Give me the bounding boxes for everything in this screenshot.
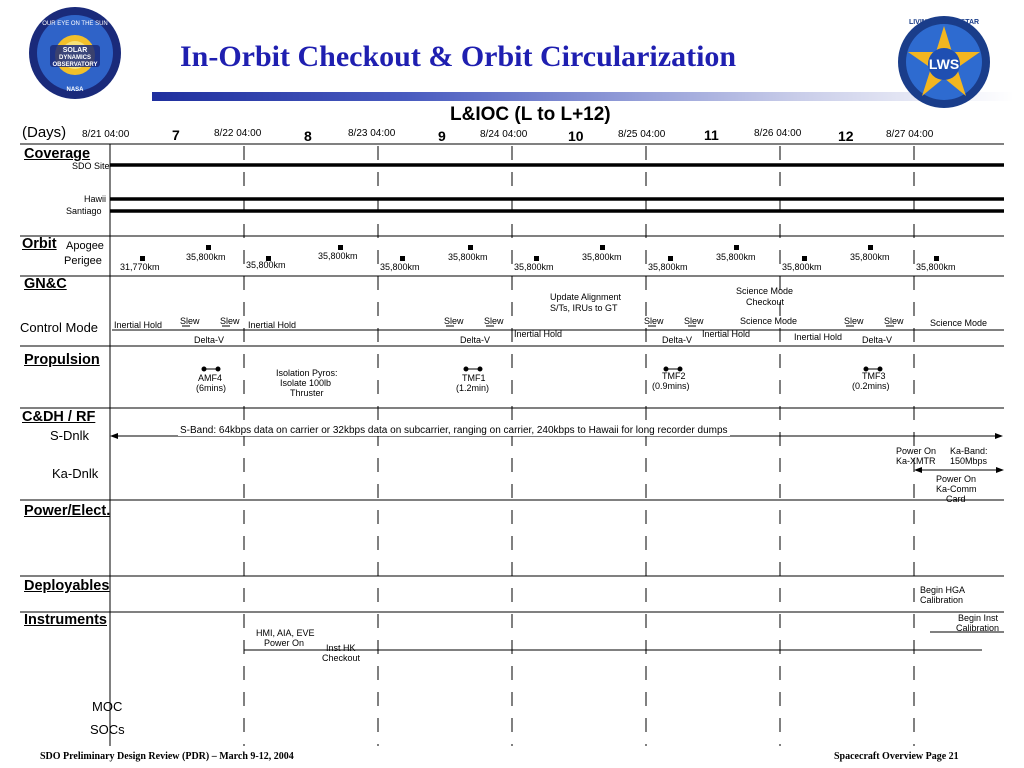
gnc-item: Slew — [884, 316, 904, 326]
sdnlk-label: S-Dnlk — [50, 428, 90, 443]
gnc-item: Slew — [484, 316, 504, 326]
coverage-row-label: Hawii — [84, 194, 107, 204]
kadnlk-label: Ka-Dnlk — [52, 466, 99, 481]
burn-name: TMF2 — [662, 371, 686, 381]
burn-duration: (1.2min) — [456, 383, 490, 393]
days-label: (Days) — [22, 124, 67, 141]
date-tick: 8/26 04:00 — [754, 128, 802, 139]
perigee-value: 35,800km — [380, 262, 420, 272]
gnc-item: Delta-V — [194, 335, 225, 345]
day-number: 12 — [838, 128, 854, 144]
gnc-item: Inertial Hold — [794, 332, 843, 342]
burn-duration: (0.9mins) — [652, 381, 690, 391]
day-number: 7 — [172, 127, 180, 143]
burn-duration: (0.2mins) — [852, 381, 890, 391]
burn-name: TMF1 — [462, 373, 486, 383]
inst-hk-note: Inst HK — [326, 643, 356, 653]
gnc-item: Slew — [444, 316, 464, 326]
perigee-label: Perigee — [64, 255, 102, 267]
ka-comm-note: Ka-Comm — [936, 484, 977, 494]
ka-comm-note: Power On — [936, 474, 977, 484]
coverage-row-label: Santiago — [66, 206, 102, 216]
apogee-label: Apogee — [66, 240, 104, 252]
burn-duration: (6mins) — [196, 383, 227, 393]
burn-name: TMF3 — [862, 371, 886, 381]
section-orbit: Orbit — [22, 236, 57, 252]
svg-text:LIVING WITH A STAR: LIVING WITH A STAR — [908, 19, 980, 26]
apogee-value: 35,800km — [186, 252, 226, 262]
socs-label: SOCs — [90, 722, 125, 737]
sband-description: S-Band: 64kbps data on carrier or 32kbps data on subcarrier, ranging on carrier, 240kbps to Hawaii for long recorder dumps — [180, 425, 728, 436]
gnc-item: Slew — [180, 316, 200, 326]
perigee-value: 35,800km — [648, 262, 688, 272]
footer-left: SDO Preliminary Design Review (PDR) – March 9-12, 2004 — [40, 751, 294, 762]
section-cdh-rf: C&DH / RF — [22, 409, 96, 425]
logo-ring-text: OUR EYE ON THE SUN — [42, 21, 108, 27]
day-number: 11 — [704, 127, 719, 143]
perigee-value: 35,800km — [514, 262, 554, 272]
apogee-value: 35,800km — [716, 252, 756, 262]
gnc-item: Slew — [644, 316, 664, 326]
day-number: 9 — [438, 128, 446, 144]
instrument-power-note: Power On — [264, 638, 305, 648]
pyro-line: Thruster — [290, 388, 324, 398]
gnc-item: Science Mode — [736, 286, 794, 296]
page-title: In-Orbit Checkout & Orbit Circularization — [180, 40, 737, 73]
inst-hk-note: Checkout — [322, 653, 361, 663]
gnc-item: Delta-V — [460, 335, 491, 345]
perigee-value: 31,770km — [120, 262, 160, 272]
date-tick: 8/24 04:00 — [480, 129, 528, 140]
ka-xmtr-note: Ka-XMTR — [896, 456, 936, 466]
gnc-item: Delta-V — [662, 335, 693, 345]
gnc-item: Inertial Hold — [248, 320, 297, 330]
ka-xmtr-note: Power On — [896, 446, 937, 456]
apogee-value: 35,800km — [582, 252, 622, 262]
ka-band-note: 150Mbps — [950, 456, 988, 466]
section-instruments: Instruments — [24, 612, 107, 628]
gnc-item: Inertial Hold — [514, 329, 563, 339]
pyro-line: Isolation Pyros: — [276, 368, 338, 378]
gnc-item: Checkout — [746, 297, 785, 307]
gnc-item: Inertial Hold — [114, 320, 163, 330]
section-gnc: GN&C — [24, 276, 67, 292]
perigee-value: 35,800km — [782, 262, 822, 272]
svg-text:SOLAR: SOLAR — [62, 47, 88, 54]
apogee-value: 35,800km — [318, 251, 358, 261]
gnc-item: Science Mode — [930, 318, 988, 328]
moc-label: MOC — [92, 699, 123, 714]
footer-right: Spacecraft Overview Page 21 — [834, 751, 959, 762]
svg-text:NASA: NASA — [66, 87, 84, 93]
gnc-item: Slew — [684, 316, 704, 326]
date-tick: 8/23 04:00 — [348, 128, 396, 139]
section-deployables: Deployables — [24, 578, 110, 594]
ka-comm-note: Card — [946, 494, 966, 504]
control-mode-label: Control Mode — [20, 320, 99, 335]
section-propulsion: Propulsion — [24, 352, 100, 368]
svg-text:DYNAMICS: DYNAMICS — [58, 55, 92, 61]
date-tick: 8/22 04:00 — [214, 128, 262, 139]
date-tick: 8/21 04:00 — [82, 129, 130, 140]
svg-text:LWS: LWS — [928, 56, 960, 72]
hga-note: Calibration — [920, 595, 964, 605]
pyro-line: Isolate 100lb — [280, 378, 332, 388]
gnc-item: Slew — [220, 316, 240, 326]
svg-text:OBSERVATORY: OBSERVATORY — [52, 62, 98, 68]
gnc-item: Update Alignment — [550, 292, 622, 302]
date-tick: 8/25 04:00 — [618, 129, 666, 140]
gnc-item: Science Mode — [740, 316, 798, 326]
gnc-item: Inertial Hold — [702, 329, 751, 339]
hga-note: Begin HGA — [920, 585, 966, 595]
chart-title: L&IOC (L to L+12) — [450, 104, 611, 125]
day-number: 10 — [568, 128, 584, 144]
ka-band-note: Ka-Band: — [950, 446, 988, 456]
apogee-value: 35,800km — [448, 252, 488, 262]
inst-cal-note: Begin Inst — [958, 613, 999, 623]
gnc-item: Delta-V — [862, 335, 893, 345]
gnc-item: Slew — [844, 316, 864, 326]
burn-name: AMF4 — [198, 373, 223, 383]
instrument-power-note: HMI, AIA, EVE — [256, 628, 315, 638]
day-number: 8 — [304, 128, 312, 144]
coverage-row-label: SDO Site — [72, 161, 110, 171]
inst-cal-note: Calibration — [956, 623, 1000, 633]
gnc-item: S/Ts, IRUs to GT — [550, 303, 618, 313]
date-tick: 8/27 04:00 — [886, 129, 934, 140]
apogee-value: 35,800km — [850, 252, 890, 262]
perigee-value: 35,800km — [916, 262, 956, 272]
section-coverage: Coverage — [24, 146, 91, 162]
section-power-elect: Power/Elect. — [24, 503, 111, 519]
perigee-value: 35,800km — [246, 260, 286, 270]
